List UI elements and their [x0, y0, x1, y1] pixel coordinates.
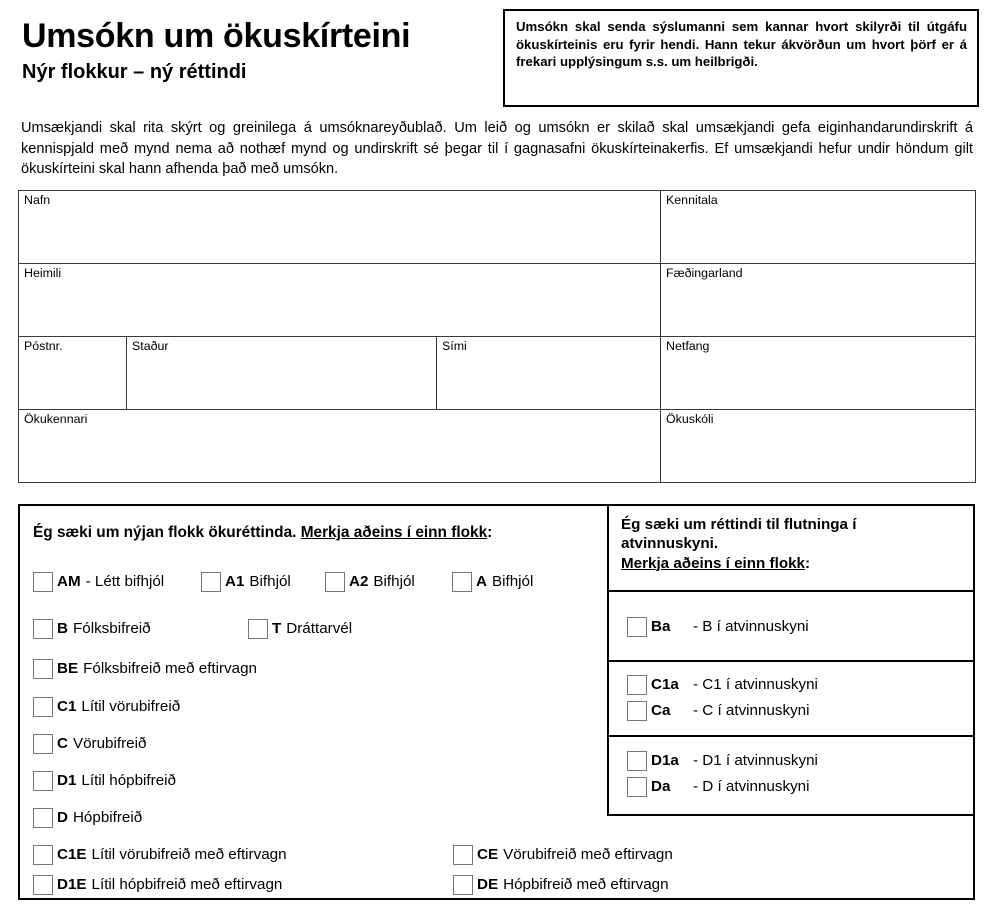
- checkbox-option-a[interactable]: [452, 572, 533, 592]
- checkbox-option-c1a[interactable]: [627, 675, 818, 695]
- table-row: [19, 410, 976, 483]
- professional-section-b: [609, 592, 973, 662]
- option-desc: - D1 í atvinnuskyni: [693, 752, 818, 770]
- checkbox-icon[interactable]: [33, 572, 53, 592]
- intro-paragraph: Umsækjandi skal rita skýrt og greinilega á umsóknareyðublað. Um leið og umsókn er skilað skal umsækjandi gefa eiginhandarundirskrift á kennispjald með mynd nema að nothæf mynd og undirskrift sé þegar til í gagnasafni ökuskírteinakerfis. Ef umsækjandi hefur undir höndum gilt ökuskírteini skal hann afhenda það með umsókn.: [21, 120, 973, 178]
- option-code: DE: [477, 876, 499, 894]
- option-code: CE: [477, 846, 499, 864]
- field-netfang[interactable]: [661, 337, 976, 410]
- checkbox-option-a2[interactable]: [325, 572, 415, 592]
- option-desc: Lítil vörubifreið: [81, 698, 181, 716]
- new-category-heading: [33, 524, 492, 542]
- checkbox-icon[interactable]: [453, 875, 473, 895]
- checkbox-icon[interactable]: [248, 619, 268, 639]
- new-category-heading-colon: :: [487, 524, 493, 541]
- checkbox-icon[interactable]: [627, 617, 647, 637]
- page-subtitle: Nýr flokkur – ný réttindi: [22, 60, 247, 83]
- checkbox-icon[interactable]: [452, 572, 472, 592]
- personal-info-table: [18, 190, 976, 483]
- option-code: A1: [225, 573, 245, 591]
- checkbox-option-t[interactable]: [248, 619, 352, 639]
- checkbox-option-d[interactable]: [33, 808, 142, 828]
- page-title: Umsókn um ökuskírteini: [22, 17, 411, 55]
- option-code: A2: [349, 573, 369, 591]
- table-row: [19, 264, 976, 337]
- option-desc: Bifhjól: [491, 573, 534, 591]
- checkbox-option-be[interactable]: [33, 659, 257, 679]
- checkbox-icon[interactable]: [627, 701, 647, 721]
- option-desc: - Létt bifhjól: [85, 573, 165, 591]
- field-simi[interactable]: [437, 337, 661, 410]
- field-okuskoli[interactable]: [661, 410, 976, 483]
- checkbox-icon[interactable]: [33, 659, 53, 679]
- checkbox-option-a1[interactable]: [201, 572, 291, 592]
- field-label-okukennari: Ökukennari: [24, 412, 88, 426]
- checkbox-icon[interactable]: [33, 619, 53, 639]
- option-code: T: [272, 620, 282, 638]
- checkbox-option-d1a[interactable]: [627, 751, 818, 771]
- option-desc: Lítil vörubifreið með eftirvagn: [91, 846, 287, 864]
- option-desc: Bifhjól: [373, 573, 415, 591]
- checkbox-option-c[interactable]: [33, 734, 146, 754]
- option-desc: Dráttarvél: [286, 620, 353, 638]
- option-desc: Vörubifreið með eftirvagn: [503, 846, 673, 864]
- option-desc: Vörubifreið: [72, 735, 147, 753]
- option-code: D1a: [651, 752, 679, 770]
- option-code: D1: [57, 772, 77, 790]
- checkbox-option-ca[interactable]: [627, 701, 809, 721]
- option-desc: - C1 í atvinnuskyni: [693, 676, 818, 694]
- checkbox-icon[interactable]: [627, 675, 647, 695]
- checkbox-option-d1[interactable]: [33, 771, 176, 791]
- checkbox-option-am[interactable]: [33, 572, 164, 592]
- field-label-nafn: Nafn: [24, 193, 51, 207]
- checkbox-icon[interactable]: [33, 845, 53, 865]
- professional-category-panel: [607, 504, 975, 816]
- professional-section-c: [609, 662, 973, 737]
- option-code: C1: [57, 698, 77, 716]
- field-label-stadur: Staður: [132, 339, 169, 353]
- field-stadur[interactable]: [127, 337, 437, 410]
- checkbox-option-ba[interactable]: [627, 617, 809, 637]
- professional-heading-underlined: Merkja aðeins í einn flokk: [621, 554, 806, 572]
- option-code: D1E: [57, 876, 87, 894]
- option-desc: Fólksbifreið með eftirvagn: [83, 660, 257, 678]
- field-label-simi: Sími: [442, 339, 467, 353]
- option-desc: Hópbifreið með eftirvagn: [503, 876, 669, 894]
- option-code: A: [476, 573, 487, 591]
- checkbox-icon[interactable]: [33, 875, 53, 895]
- title-block: [22, 18, 492, 84]
- table-row: [19, 337, 976, 410]
- checkbox-option-b[interactable]: [33, 619, 151, 639]
- field-kennitala[interactable]: [661, 191, 976, 264]
- option-code: Ca: [651, 702, 671, 720]
- checkbox-option-da[interactable]: [627, 777, 809, 797]
- option-code: B: [57, 620, 68, 638]
- checkbox-icon[interactable]: [627, 777, 647, 797]
- professional-heading-section: [609, 506, 973, 592]
- field-heimili[interactable]: [19, 264, 661, 337]
- field-postnr[interactable]: [19, 337, 127, 410]
- field-nafn[interactable]: [19, 191, 661, 264]
- option-code: Da: [651, 778, 671, 796]
- professional-heading-colon: :: [805, 554, 811, 572]
- professional-heading-line1: Ég sæki um réttindi til flutninga í: [621, 516, 857, 533]
- checkbox-option-c1[interactable]: [33, 697, 180, 717]
- option-desc: Fólksbifreið: [72, 620, 151, 638]
- option-code: Ba: [651, 618, 671, 636]
- notice-box: [503, 9, 979, 107]
- field-label-netfang: Netfang: [666, 339, 710, 353]
- option-desc: Lítil hópbifreið með eftirvagn: [91, 876, 283, 894]
- notice-text: Umsókn skal senda sýslumanni sem kannar hvort skilyrði til útgáfu ökuskírteinis eru fyrir hendi. Hann tekur ákvörðun um hvort þörf er á frekari upplýsingum s.s. um heilbrigði.: [516, 19, 967, 70]
- checkbox-icon[interactable]: [33, 771, 53, 791]
- option-desc: Bifhjól: [249, 573, 291, 591]
- field-label-faedingarland: Fæðingarland: [666, 266, 743, 280]
- new-category-heading-plain: Ég sæki um nýjan flokk ökuréttinda.: [33, 524, 301, 541]
- checkbox-option-c1e[interactable]: [33, 845, 287, 865]
- option-code: AM: [57, 573, 81, 591]
- checkbox-icon[interactable]: [33, 697, 53, 717]
- checkbox-option-d1e[interactable]: [33, 875, 282, 895]
- field-okukennari[interactable]: [19, 410, 661, 483]
- checkbox-icon[interactable]: [33, 808, 53, 828]
- field-label-okuskoli: Ökuskóli: [666, 412, 714, 426]
- checkbox-option-de[interactable]: [453, 875, 669, 895]
- professional-heading: [609, 506, 973, 583]
- checkbox-option-ce[interactable]: [453, 845, 673, 865]
- table-row: [19, 191, 976, 264]
- checkbox-icon[interactable]: [33, 734, 53, 754]
- option-code: BE: [57, 660, 79, 678]
- field-label-heimili: Heimili: [24, 266, 62, 280]
- new-category-heading-underlined: Merkja aðeins í einn flokk: [300, 524, 488, 541]
- checkbox-icon[interactable]: [201, 572, 221, 592]
- option-desc: Lítil hópbifreið: [81, 772, 176, 790]
- field-label-kennitala: Kennitala: [666, 193, 718, 207]
- field-faedingarland[interactable]: [661, 264, 976, 337]
- form-header: [0, 0, 992, 118]
- checkbox-icon[interactable]: [453, 845, 473, 865]
- option-desc: - C í atvinnuskyni: [693, 702, 810, 720]
- field-label-postnr: Póstnr.: [24, 339, 63, 353]
- option-code: C1a: [651, 676, 679, 694]
- option-desc: - B í atvinnuskyni: [693, 618, 809, 636]
- checkbox-icon[interactable]: [627, 751, 647, 771]
- professional-heading-line2: atvinnuskyni.: [621, 535, 719, 553]
- checkbox-icon[interactable]: [325, 572, 345, 592]
- option-desc: Hópbifreið: [72, 809, 143, 827]
- option-code: D: [57, 809, 68, 827]
- option-code: C1E: [57, 846, 87, 864]
- option-code: C: [57, 735, 68, 753]
- professional-section-d: [609, 737, 973, 814]
- option-desc: - D í atvinnuskyni: [693, 778, 810, 796]
